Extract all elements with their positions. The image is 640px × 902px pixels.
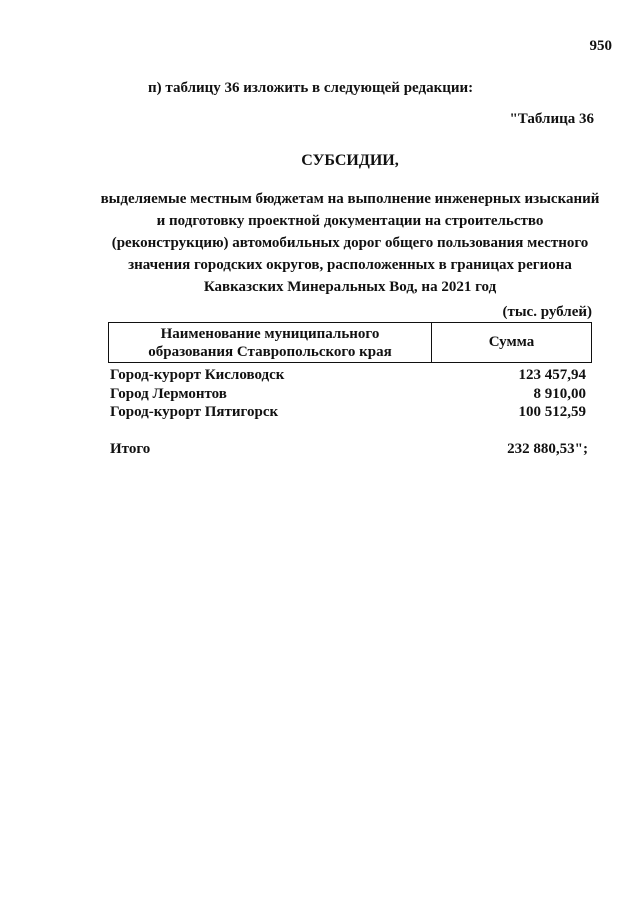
table-header bbox=[108, 322, 592, 363]
table-row bbox=[110, 385, 586, 403]
header-name-line: образования Ставропольского края bbox=[148, 344, 392, 360]
row-sum: 8 910,00 bbox=[533, 386, 586, 402]
table-row bbox=[110, 366, 586, 384]
intro-text: п) таблицу 36 изложить в следующей редакции: bbox=[148, 80, 474, 96]
header-name-column bbox=[109, 323, 432, 362]
total-sum: 232 880,53"; bbox=[507, 441, 588, 457]
document-subtitle bbox=[0, 188, 640, 298]
table-row bbox=[110, 403, 586, 421]
subtitle-line: (реконструкцию) автомобильных дорог общего пользования местного bbox=[111, 235, 589, 251]
subtitle-line: выделяемые местным бюджетам на выполнение инженерных изысканий bbox=[100, 191, 600, 207]
row-sum: 100 512,59 bbox=[518, 404, 586, 420]
subtitle-line: значения городских округов, расположенных в границах региона bbox=[128, 257, 572, 273]
total-label: Итого bbox=[110, 441, 151, 457]
subtitle-line: Кавказских Минеральных Вод, на 2021 год bbox=[203, 279, 497, 295]
unit-label: (тыс. рублей) bbox=[502, 304, 592, 320]
page-number: 950 bbox=[589, 38, 612, 54]
row-sum: 123 457,94 bbox=[518, 367, 586, 383]
row-name: Город-курорт Пятигорск bbox=[110, 404, 279, 420]
document-title: СУБСИДИИ, bbox=[301, 152, 399, 169]
total-row bbox=[110, 441, 588, 458]
row-name: Город Лермонтов bbox=[110, 386, 227, 402]
header-sum-column: Сумма bbox=[488, 334, 535, 350]
row-name: Город-курорт Кисловодск bbox=[110, 367, 285, 383]
header-name-line: Наименование муниципального bbox=[160, 326, 380, 342]
subtitle-line: и подготовку проектной документации на строительство bbox=[156, 213, 544, 229]
table-reference: "Таблица 36 bbox=[509, 111, 594, 127]
